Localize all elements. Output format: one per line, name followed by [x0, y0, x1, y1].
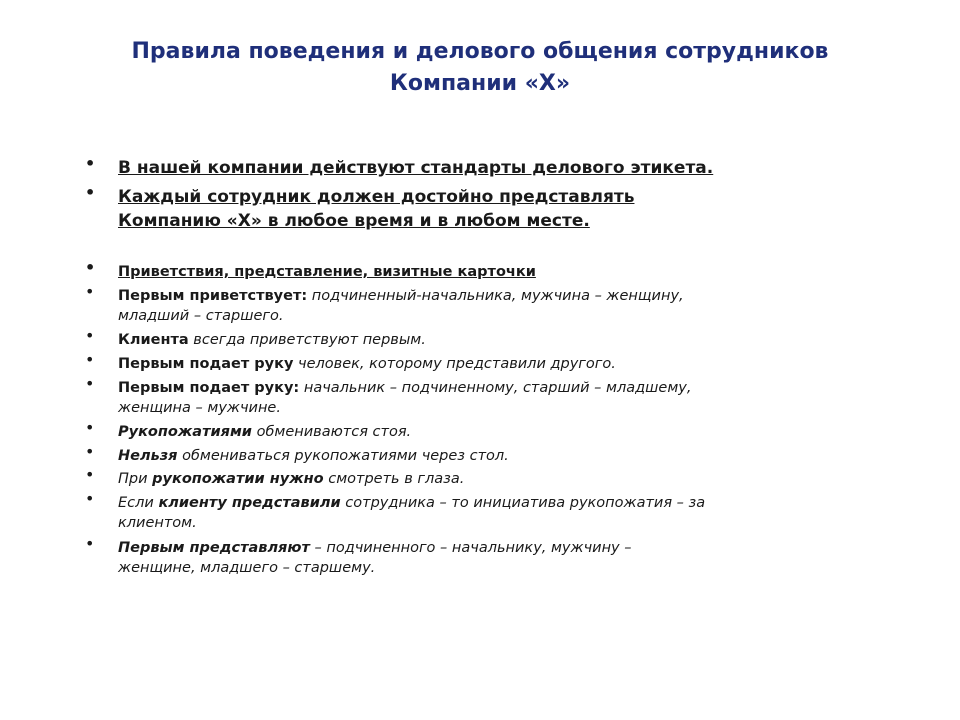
- item-italic-text: – подчиненного – начальнику, мужчину –: [309, 540, 632, 556]
- bullet-icon: •: [85, 374, 95, 393]
- item-text-line-2: Компанию «Х» в любое время и в любом месте.: [118, 211, 590, 231]
- item-bold-text: Первым представляют: [118, 540, 310, 556]
- list-item: [85, 282, 878, 326]
- item-italic-text: сотрудника – то инициатива рукопожатия – за: [340, 495, 706, 511]
- list-item: [85, 465, 878, 489]
- item-bold-text: клиенту представили: [158, 495, 341, 511]
- item-italic-text: подчиненный-начальника, мужчина – женщину,: [307, 288, 684, 304]
- item-text: В нашей компании действуют стандарты делового этикета.: [118, 158, 714, 178]
- list-item: [85, 489, 878, 533]
- title-line-2: Компании «Х»: [389, 71, 571, 96]
- bullet-icon: •: [85, 418, 95, 437]
- bullet-icon: •: [85, 350, 95, 369]
- item-italic-line-2: женщине, младшего – старшему.: [118, 560, 376, 576]
- item-italic-text: Если: [118, 495, 159, 511]
- item-bold-text: Нельзя: [118, 448, 178, 464]
- bullet-icon: •: [85, 442, 95, 461]
- item-bold-text: Клиента: [118, 332, 189, 348]
- item-bold-text: Рукопожатиями: [118, 424, 252, 440]
- bullet-icon: •: [85, 154, 96, 173]
- list-item: [85, 350, 878, 374]
- bullet-icon: •: [85, 282, 95, 301]
- item-bold-text: Первым подает руку:: [118, 380, 300, 396]
- item-italic-text: обмениваться рукопожатиями через стол.: [177, 448, 509, 464]
- section-heading-text: Приветствия, представление, визитные карточки: [118, 264, 536, 280]
- item-italic-line-2: младший – старшего.: [118, 308, 284, 324]
- list-item: [85, 374, 878, 418]
- list-item: [85, 418, 878, 442]
- item-text-line-1: Каждый сотрудник должен достойно представлять: [118, 187, 635, 207]
- item-bold-text: рукопожатии нужно: [152, 471, 324, 487]
- item-italic-text: смотреть в глаза.: [323, 471, 465, 487]
- list-item: [85, 442, 878, 466]
- item-bold-text: Первым подает руку: [118, 356, 294, 372]
- item-italic-text: При: [118, 471, 153, 487]
- section-heading: [85, 258, 878, 282]
- item-italic-line-2: женщина – мужчине.: [118, 400, 281, 416]
- list-item: [85, 183, 878, 233]
- item-italic-text: обмениваются стоя.: [251, 424, 412, 440]
- bullet-icon: •: [85, 489, 95, 508]
- item-italic-text: начальник – подчиненному, старший – младшему,: [299, 380, 692, 396]
- list-item: [85, 154, 878, 180]
- item-bold-text: Первым приветствует:: [118, 288, 308, 304]
- item-italic-line-2: клиентом.: [118, 515, 197, 531]
- bullet-icon: •: [85, 183, 96, 202]
- list-item: [85, 326, 878, 350]
- item-italic-text: человек, которому представили другого.: [293, 356, 616, 372]
- bullet-icon: •: [85, 326, 95, 345]
- bullet-icon: •: [85, 534, 95, 553]
- title-line-1: Правила поведения и делового общения сотрудников: [131, 39, 829, 64]
- bullet-icon: •: [85, 465, 95, 484]
- item-italic-text: всегда приветствуют первым.: [188, 332, 426, 348]
- bullet-icon: •: [85, 258, 96, 277]
- list-item: [85, 534, 878, 578]
